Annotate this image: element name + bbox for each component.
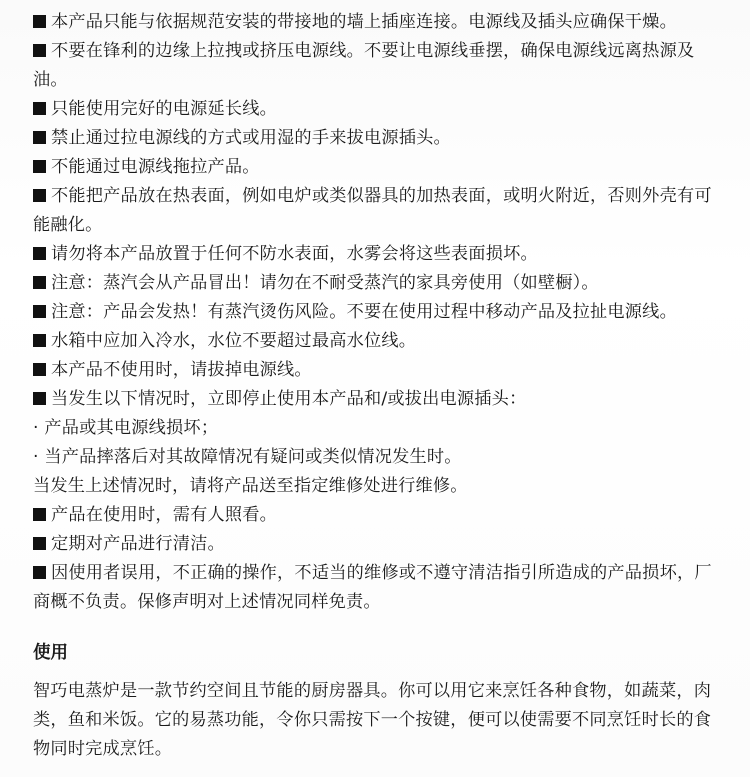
safety-item: 本产品不使用时，请拔掉电源线。 (33, 356, 724, 385)
safety-list (33, 8, 724, 617)
safety-item: 不要在锋利的边缘上拉拽或挤压电源线。不要让电源线垂摆，确保电源线远离热源及油。 (33, 37, 724, 95)
safety-item: 定期对产品进行清洁。 (33, 530, 724, 559)
safety-item: 不能把产品放在热表面，例如电炉或类似器具的加热表面，或明火附近，否则外壳有可能融化。 (33, 182, 724, 240)
section-title-usage: 使用 (33, 643, 68, 663)
sub-item: · 当产品摔落后对其故障情况有疑问或类似情况发生时。 (33, 447, 462, 467)
safety-item: 只能使用完好的电源延长线。 (33, 95, 724, 124)
safety-item: 注意：产品会发热！有蒸汽烫伤风险。不要在使用过程中移动产品及拉扯电源线。 (33, 298, 724, 327)
safety-item: 不能通过电源线拖拉产品。 (33, 153, 724, 182)
repair-note: 当发生上述情况时，请将产品送至指定维修处进行维修。 (33, 476, 468, 496)
safety-item: 请勿将本产品放置于任何不防水表面，水雾会将这些表面损坏。 (33, 240, 724, 269)
safety-item: 水箱中应加入冷水，水位不要超过最高水位线。 (33, 327, 724, 356)
safety-item: 注意：蒸汽会从产品冒出！请勿在不耐受蒸汽的家具旁使用（如壁橱）。 (33, 269, 724, 298)
safety-item: 当发生以下情况时，立即停止使用本产品和/或拔出电源插头： (33, 385, 724, 414)
sub-item: · 产品或其电源线损坏； (33, 418, 219, 438)
usage-paragraph: 智巧电蒸炉是一款节约空间且节能的厨房器具。你可以用它来烹饪各种食物，如蔬菜，肉类，鱼和米饭。它的易蒸功能，令你只需按下一个按键，便可以使需要不同烹饪时长的食物同时完成烹饪。 (33, 681, 712, 759)
safety-item: 本产品只能与依据规范安装的带接地的墙上插座连接。电源线及插头应确保干燥。 (33, 8, 724, 37)
safety-item: 产品在使用时，需有人照看。 (33, 501, 724, 530)
safety-item: 禁止通过拉电源线的方式或用湿的手来拔电源插头。 (33, 124, 724, 153)
safety-item: 因使用者误用，不正确的操作，不适当的维修或不遵守清洁指引所造成的产品损坏，厂商概不负责。保修声明对上述情况同样免责。 (33, 559, 724, 617)
